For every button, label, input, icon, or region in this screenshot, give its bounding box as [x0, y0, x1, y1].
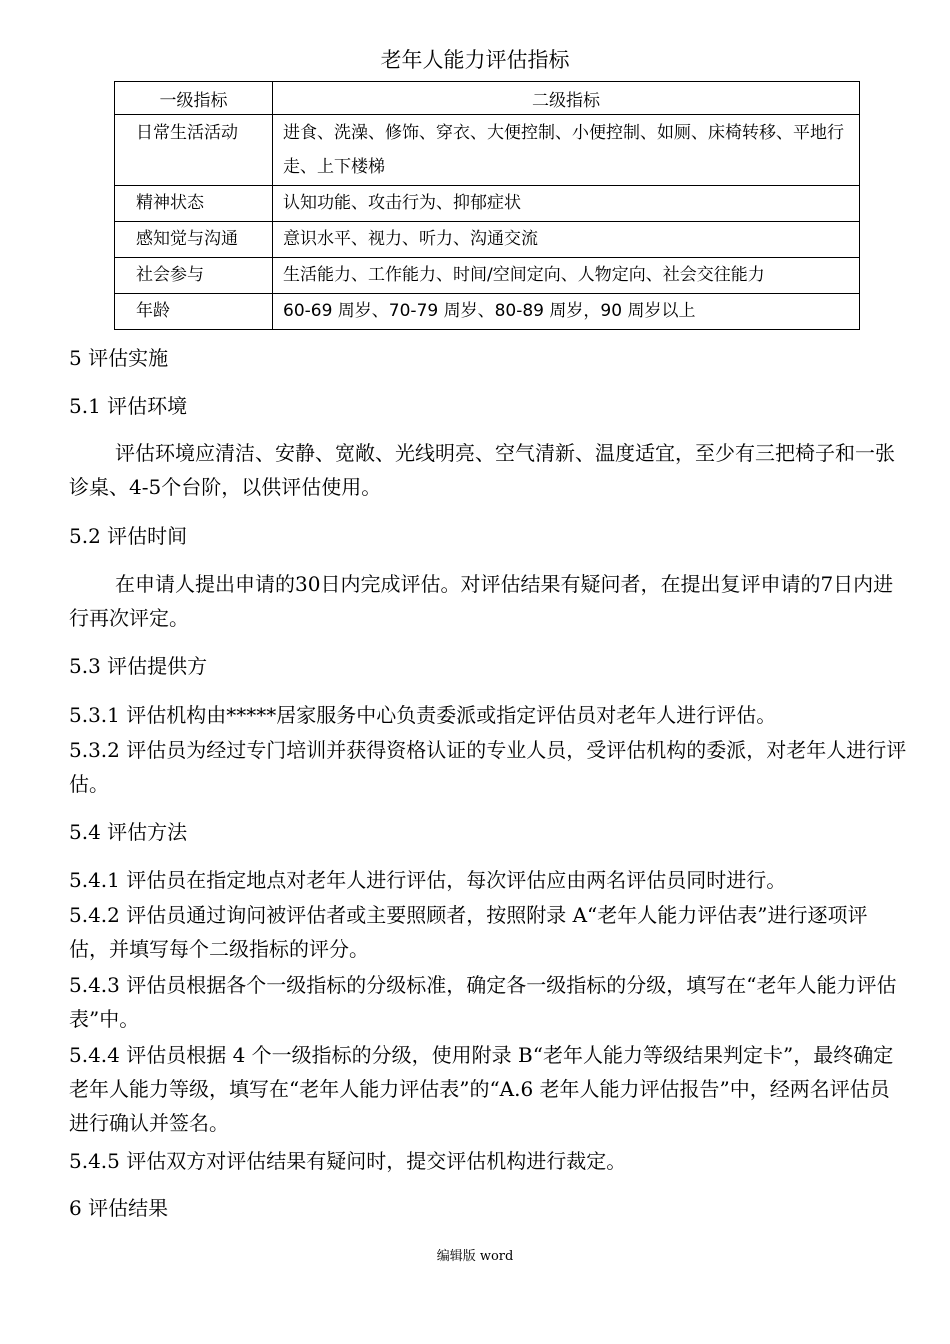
paragraph-5-3-2: 5.3.2 评估员为经过专门培训并获得资格认证的专业人员，受评估机构的委派，对老年人进行评估。 [69, 738, 907, 796]
heading-5-3: 5.3 评估提供方 [69, 654, 208, 678]
table-row [115, 186, 860, 222]
table-row [115, 115, 860, 186]
table-row [115, 222, 860, 258]
paragraph-5-3-1: 5.3.1 评估机构由*****居家服务中心负责委派或指定评估员对老年人进行评估。 [69, 703, 777, 727]
paragraph-5-4-3: 5.4.3 评估员根据各个一级指标的分级标准，确定各一级指标的分级，填写在“老年人能力评估表”中。 [69, 973, 897, 1031]
heading-5-4: 5.4 评估方法 [69, 820, 188, 844]
row-level2-cell: 认知功能、攻击行为、抑郁症状 [273, 186, 860, 222]
table-row [115, 294, 860, 330]
header-level1: 一级指标 [115, 82, 273, 115]
paragraph-5-4-1: 5.4.1 评估员在指定地点对老年人进行评估，每次评估应由两名评估员同时进行。 [69, 868, 787, 892]
row-level2-cell: 意识水平、视力、听力、沟通交流 [273, 222, 860, 258]
header-level2: 二级指标 [273, 82, 860, 115]
heading-6: 6 评估结果 [69, 1196, 169, 1220]
paragraph-5-4-4: 5.4.4 评估员根据 4 个一级指标的分级，使用附录 B“老年人能力等级结果判定卡”，最终确定老年人能力等级，填写在“老年人能力评估表”的“A.6 老年人能力评估报告”中，经两名评估员进行确认并签名。 [69, 1043, 894, 1135]
paragraph-5-4-5: 5.4.5 评估双方对评估结果有疑问时，提交评估机构进行裁定。 [69, 1149, 627, 1173]
page-footer: 编辑版 word [436, 1249, 514, 1264]
row-level2-cell: 60-69 周岁、70-79 周岁、80-89 周岁，90 周岁以上 [273, 294, 860, 330]
paragraph-5-4-2: 5.4.2 评估员通过询问被评估者或主要照顾者，按照附录 A“老年人能力评估表”进行逐项评估，并填写每个二级指标的评分。 [69, 903, 868, 961]
heading-5-2: 5.2 评估时间 [69, 524, 188, 548]
heading-5-1: 5.1 评估环境 [69, 394, 188, 418]
paragraph-5-2: 在申请人提出申请的30日内完成评估。对评估结果有疑问者，在提出复评申请的7日内进行再次评定。 [69, 572, 894, 630]
row-level2-cell: 进食、洗澡、修饰、穿衣、大便控制、小便控制、如厕、床椅转移、平地行走、上下楼梯 [273, 115, 860, 186]
row-level1-cell: 年龄 [115, 294, 273, 330]
row-level1-cell: 日常生活活动 [115, 115, 273, 186]
row-level1-cell: 精神状态 [115, 186, 273, 222]
paragraph-5-1: 评估环境应清洁、安静、宽敞、光线明亮、空气清新、温度适宜，至少有三把椅子和一张诊桌、4-5个台阶，以供评估使用。 [69, 441, 895, 499]
row-level1-cell: 感知觉与沟通 [115, 222, 273, 258]
table-header-row [115, 82, 860, 115]
table-title: 老年人能力评估指标 [380, 48, 570, 72]
row-level1-cell: 社会参与 [115, 258, 273, 294]
heading-5: 5 评估实施 [69, 346, 169, 370]
table-row [115, 258, 860, 294]
row-level2-cell: 生活能力、工作能力、时间/空间定向、人物定向、社会交往能力 [273, 258, 860, 294]
indicator-table [114, 81, 860, 330]
